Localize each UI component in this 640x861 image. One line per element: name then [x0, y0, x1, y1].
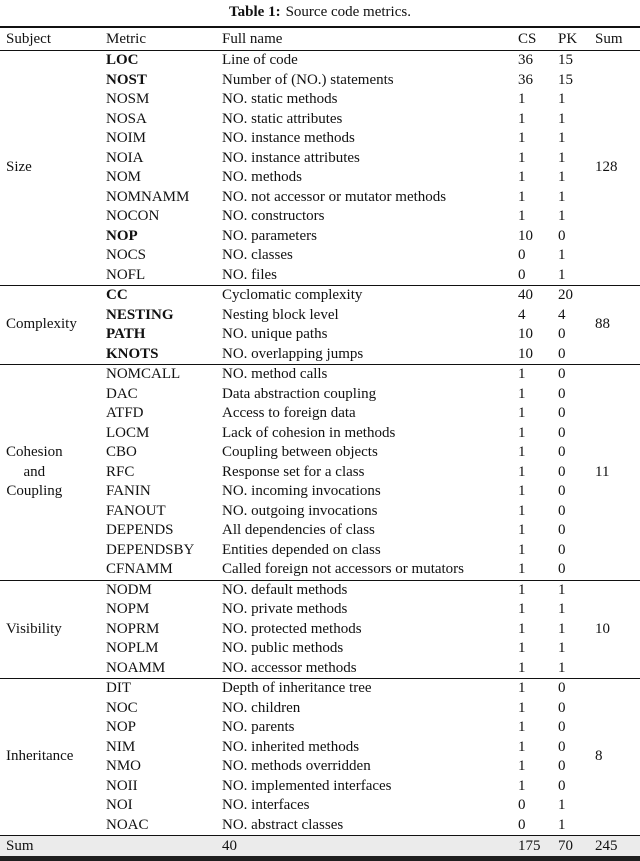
- metric-cell: NOCON: [106, 208, 160, 224]
- cs-value-cell: 1: [518, 405, 526, 421]
- fullname-cell: NO. not accessor or mutator methods: [222, 188, 447, 205]
- cs-value-cell: 1: [518, 444, 526, 460]
- fullname-cell: NO. methods overridden: [222, 758, 371, 774]
- cs-value-cell: 10: [518, 227, 533, 244]
- cs-value-cell: 1: [518, 541, 526, 558]
- caption-label: Table 1:: [229, 4, 281, 20]
- header-row: [0, 27, 640, 51]
- column-header-fullname: Full name: [216, 27, 512, 51]
- table-row: [0, 365, 640, 385]
- fullname-cell: NO. default methods: [216, 580, 512, 600]
- pk-value-cell: 15: [558, 71, 573, 88]
- metric-cell: NOM: [106, 169, 142, 185]
- cs-value-cell: 1: [518, 522, 526, 538]
- metric-cell: CC: [100, 286, 216, 306]
- cs-value-cell: 1: [518, 561, 526, 577]
- fullname-cell: NO. children: [222, 699, 301, 716]
- fullname-cell: NO. method calls: [216, 365, 512, 385]
- pk-value-cell: 0: [558, 522, 566, 538]
- metric-cell: NOPM: [106, 601, 150, 617]
- fullname-cell: NO. classes: [222, 247, 293, 263]
- pk-value-cell: 0: [558, 463, 566, 480]
- fullname-cell: NO. files: [222, 266, 277, 283]
- pk-value-cell: 4: [558, 306, 566, 323]
- metric-cell: NOSM: [106, 91, 150, 107]
- subject-cell: Visibility: [0, 580, 100, 679]
- subject-cell: [0, 365, 100, 581]
- cs-value-cell: 10: [518, 345, 533, 362]
- metric-cell: CFNAMM: [106, 561, 173, 577]
- pk-value-cell: 1: [558, 266, 566, 283]
- fullname-cell: NO. static methods: [222, 91, 338, 107]
- cs-value-cell: 1: [518, 777, 526, 794]
- metric-cell: FANIN: [106, 483, 151, 499]
- group-sum-cell: 8: [589, 679, 640, 836]
- fullname-cell: NO. incoming invocations: [222, 483, 381, 499]
- cs-value-cell: 0: [518, 266, 526, 283]
- cs-value-cell: 1: [518, 188, 526, 205]
- metric-cell: RFC: [106, 463, 135, 480]
- pk-value-cell: 0: [558, 738, 566, 755]
- pk-value-cell: 1: [558, 149, 566, 166]
- metrics-table: [0, 26, 640, 861]
- table-row: [0, 679, 640, 699]
- fullname-cell: Line of code: [216, 51, 512, 71]
- table-row: [0, 286, 640, 306]
- table-row: [0, 580, 640, 600]
- caption-text: Source code metrics.: [285, 4, 411, 20]
- pk-value-cell: 0: [558, 405, 566, 421]
- cs-value-cell: 1: [518, 91, 526, 107]
- fullname-cell: NO. implemented interfaces: [222, 777, 392, 794]
- pk-value-cell: 0: [552, 365, 589, 385]
- metric-cell: DIT: [100, 679, 216, 699]
- metric-cell: ATFD: [106, 405, 144, 421]
- cs-value-cell: 1: [518, 699, 526, 716]
- fullname-cell: NO. unique paths: [222, 326, 328, 342]
- metric-cell: NOFL: [106, 266, 146, 283]
- pk-value-cell: 0: [558, 345, 566, 362]
- metric-cell: NIM: [106, 738, 136, 755]
- footer-pk-cell: 70: [552, 836, 589, 859]
- metric-cell: NOMNAMM: [106, 188, 190, 205]
- fullname-cell: NO. methods: [222, 169, 302, 185]
- metric-cell: DEPENDSBY: [106, 541, 195, 558]
- column-header-pk: PK: [552, 27, 589, 51]
- metric-cell: NOAMM: [106, 659, 166, 676]
- metric-cell: NOP: [106, 719, 137, 735]
- metric-cell: NOII: [106, 777, 138, 794]
- footer-subject-cell: Sum: [0, 836, 100, 859]
- pk-value-cell: 1: [558, 247, 566, 263]
- fullname-cell: NO. private methods: [222, 601, 348, 617]
- metric-cell: NODM: [100, 580, 216, 600]
- pk-value-cell: 0: [558, 326, 566, 342]
- pk-value-cell: 1: [558, 110, 566, 127]
- pk-value-cell: 1: [558, 816, 566, 833]
- metric-cell: NOST: [106, 71, 147, 88]
- pk-value-cell: 1: [558, 640, 566, 656]
- group-sum-cell: 88: [589, 286, 640, 365]
- pk-value-cell: 1: [558, 797, 566, 813]
- metric-cell: NMO: [106, 758, 142, 774]
- metric-cell: NOP: [106, 227, 138, 244]
- fullname-cell: NO. outgoing invocations: [222, 502, 378, 519]
- fullname-cell: Number of (NO.) statements: [222, 71, 394, 88]
- subject-line: and: [23, 463, 46, 480]
- fullname-cell: NO. accessor methods: [222, 659, 357, 676]
- footer-cs-cell: 175: [512, 836, 552, 859]
- cs-value-cell: 1: [518, 385, 526, 402]
- metric-cell: NOI: [106, 797, 133, 813]
- column-header-subject: Subject: [0, 27, 100, 51]
- pk-value-cell: 15: [552, 51, 589, 71]
- metric-cell: NOSA: [106, 110, 147, 127]
- cs-value-cell: 0: [518, 797, 526, 813]
- subject-cell: Complexity: [0, 286, 100, 365]
- fullname-cell: NO. instance methods: [222, 130, 355, 146]
- metric-cell: NESTING: [106, 306, 174, 323]
- fullname-cell: NO. interfaces: [222, 797, 310, 813]
- fullname-cell: Cyclomatic complexity: [216, 286, 512, 306]
- group-sum-cell: 10: [589, 580, 640, 679]
- table-body: [0, 51, 640, 836]
- cs-value-cell: 1: [518, 110, 526, 127]
- pk-value-cell: 0: [558, 227, 566, 244]
- metric-cell: FANOUT: [106, 502, 166, 519]
- fullname-cell: Lack of cohesion in methods: [222, 424, 396, 441]
- fullname-cell: Response set for a class: [222, 463, 365, 480]
- metric-cell: CBO: [106, 444, 137, 460]
- cs-value-cell: 1: [518, 601, 526, 617]
- fullname-cell: NO. constructors: [222, 208, 325, 224]
- fullname-cell: NO. protected methods: [222, 620, 362, 637]
- fullname-cell: NO. inherited methods: [222, 738, 360, 755]
- pk-value-cell: 1: [558, 659, 566, 676]
- cs-value-cell: 1: [518, 208, 526, 224]
- subject-cell: Inheritance: [0, 679, 100, 836]
- fullname-cell: NO. parents: [222, 719, 295, 735]
- cs-value-cell: 1: [518, 424, 526, 441]
- pk-value-cell: 0: [558, 777, 566, 794]
- fullname-cell: Data abstraction coupling: [222, 385, 377, 402]
- cs-value-cell: 10: [518, 326, 533, 342]
- cs-value-cell: 4: [518, 306, 526, 323]
- pk-value-cell: 0: [558, 699, 566, 716]
- cs-value-cell: 1: [518, 130, 526, 146]
- cs-value-cell: 36: [518, 71, 533, 88]
- metric-cell: PATH: [106, 326, 146, 342]
- column-header-sum: Sum: [589, 27, 640, 51]
- subject-line: Coupling: [6, 483, 63, 499]
- footer-row: [0, 836, 640, 859]
- group-sum-cell: 128: [589, 51, 640, 286]
- fullname-cell: NO. public methods: [222, 640, 344, 656]
- metric-cell: KNOTS: [106, 345, 159, 362]
- cs-value-cell: 1: [512, 580, 552, 600]
- cs-value-cell: 1: [512, 679, 552, 699]
- pk-value-cell: 1: [558, 601, 566, 617]
- cs-value-cell: 1: [518, 738, 526, 755]
- pk-value-cell: 0: [558, 502, 566, 519]
- column-header-metric: Metric: [100, 27, 216, 51]
- cs-value-cell: 1: [518, 719, 526, 735]
- fullname-cell: Depth of inheritance tree: [216, 679, 512, 699]
- cs-value-cell: 1: [518, 502, 526, 519]
- pk-value-cell: 0: [558, 424, 566, 441]
- footer-sum-cell: 245: [589, 836, 640, 859]
- metric-cell: NOMCALL: [100, 365, 216, 385]
- subject-multiline: [6, 443, 63, 502]
- metric-cell: NOIA: [106, 149, 144, 166]
- table-row: [0, 51, 640, 71]
- fullname-cell: Entities depended on class: [222, 541, 381, 558]
- pk-value-cell: 1: [558, 130, 566, 146]
- fullname-cell: All dependencies of class: [222, 522, 375, 538]
- pk-value-cell: 0: [558, 561, 566, 577]
- table-caption: [0, 0, 640, 26]
- cs-value-cell: 1: [518, 463, 526, 480]
- subject-line: Cohesion: [6, 444, 63, 460]
- fullname-cell: NO. abstract classes: [222, 816, 344, 833]
- cs-value-cell: 1: [518, 659, 526, 676]
- cs-value-cell: 36: [512, 51, 552, 71]
- group-sum-cell: 11: [589, 365, 640, 581]
- pk-value-cell: 0: [558, 444, 566, 460]
- pk-value-cell: 0: [558, 758, 566, 774]
- pk-value-cell: 1: [558, 188, 566, 205]
- metric-cell: NOIM: [106, 130, 146, 146]
- fullname-cell: Access to foreign data: [222, 405, 356, 421]
- pk-value-cell: 1: [558, 91, 566, 107]
- pk-value-cell: 0: [552, 679, 589, 699]
- pk-value-cell: 0: [558, 385, 566, 402]
- metric-cell: LOCM: [106, 424, 150, 441]
- fullname-cell: Coupling between objects: [222, 444, 378, 460]
- column-header-cs: CS: [512, 27, 552, 51]
- fullname-cell: NO. instance attributes: [222, 149, 360, 166]
- cs-value-cell: 0: [518, 816, 526, 833]
- fullname-cell: NO. overlapping jumps: [222, 345, 364, 362]
- fullname-cell: Called foreign not accessors or mutators: [222, 561, 465, 577]
- cs-value-cell: 1: [518, 169, 526, 185]
- fullname-cell: Nesting block level: [222, 306, 339, 323]
- cs-value-cell: 1: [518, 149, 526, 166]
- pk-value-cell: 20: [552, 286, 589, 306]
- metric-cell: NOCS: [106, 247, 147, 263]
- metric-cell: DEPENDS: [106, 522, 174, 538]
- metric-cell: LOC: [100, 51, 216, 71]
- metric-cell: NOAC: [106, 816, 149, 833]
- cs-value-cell: 1: [518, 483, 526, 499]
- fullname-cell: NO. parameters: [222, 227, 317, 244]
- pk-value-cell: 0: [558, 483, 566, 499]
- cs-value-cell: 1: [512, 365, 552, 385]
- cs-value-cell: 1: [518, 620, 526, 637]
- subject-cell: Size: [0, 51, 100, 286]
- pk-value-cell: 1: [552, 580, 589, 600]
- pk-value-cell: 1: [558, 208, 566, 224]
- pk-value-cell: 0: [558, 541, 566, 558]
- pk-value-cell: 1: [558, 620, 566, 637]
- metric-cell: NOC: [106, 699, 138, 716]
- metric-cell: DAC: [106, 385, 138, 402]
- cs-value-cell: 0: [518, 247, 526, 263]
- cs-value-cell: 1: [518, 758, 526, 774]
- cs-value-cell: 1: [518, 640, 526, 656]
- pk-value-cell: 1: [558, 169, 566, 185]
- footer-fullname-cell: 40: [216, 836, 512, 859]
- footer-metric-cell: [100, 836, 216, 859]
- cs-value-cell: 40: [512, 286, 552, 306]
- pk-value-cell: 0: [558, 719, 566, 735]
- metric-cell: NOPRM: [106, 620, 160, 637]
- metric-cell: NOPLM: [106, 640, 159, 656]
- fullname-cell: NO. static attributes: [222, 110, 343, 127]
